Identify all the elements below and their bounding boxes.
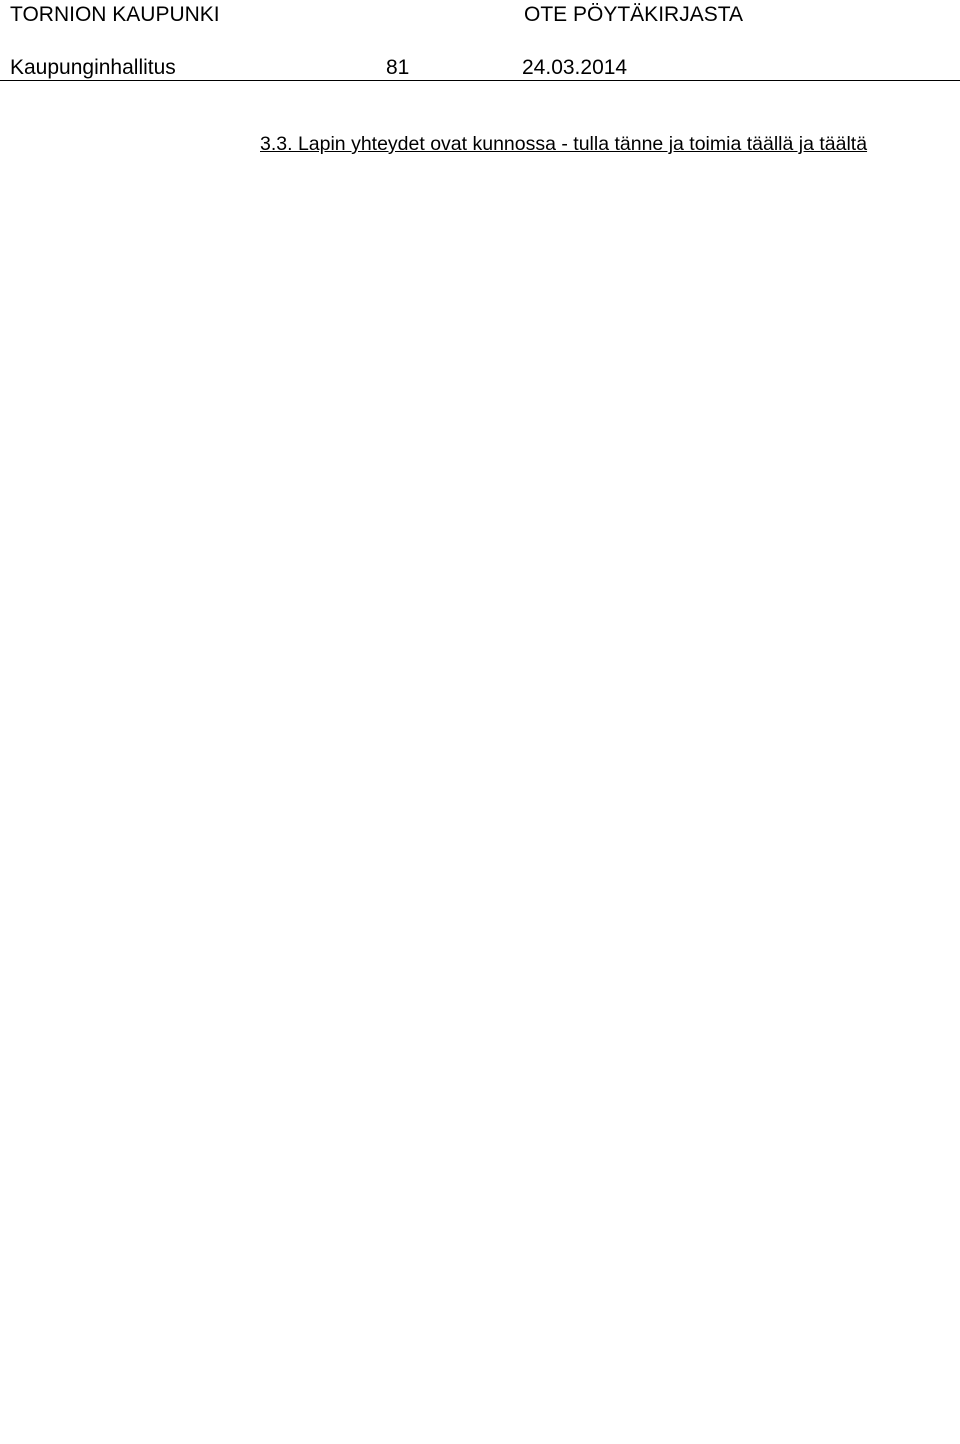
document-type: OTE PÖYTÄKIRJASTA <box>524 3 743 26</box>
organisation-name: TORNION KAUPUNKI <box>10 3 220 26</box>
header-divider <box>0 80 960 81</box>
governing-body: Kaupunginhallitus <box>10 56 176 79</box>
section-heading: 3.3. Lapin yhteydet ovat kunnossa - tulla tänne ja toimia täällä ja täältä <box>260 133 868 155</box>
meeting-date: 24.03.2014 <box>522 56 628 79</box>
page-number: 81 <box>386 56 410 79</box>
section-content <box>260 131 950 186</box>
